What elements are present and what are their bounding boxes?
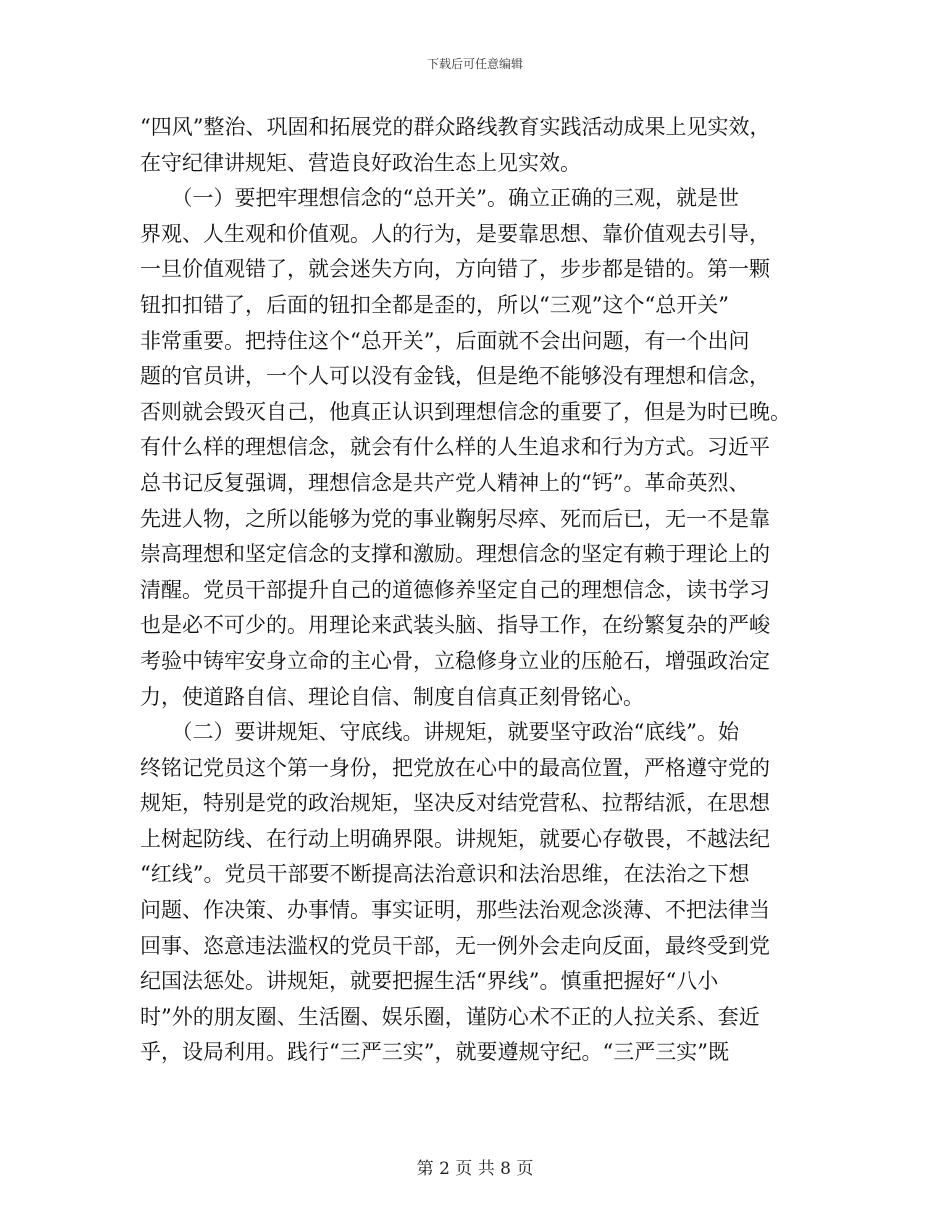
text-line: 回事、恣意违法滥权的党员干部，无一例外会走向反面，最终受到党 [140, 933, 770, 958]
text-line: 钮扣扣错了，后面的钮扣全都是歪的，所以“三观”这个“总开关” [140, 292, 729, 317]
text-line: 规矩，特别是党的政治规矩，坚决反对结党营私、拉帮结派，在思想 [140, 791, 770, 816]
text-line: 总书记反复强调，理想信念是共产党人精神上的“钙”。革命英烈、 [140, 470, 750, 495]
text-line: 非常重要。把持住这个“总开关”，后面就不会出问题，有一个出问 [140, 328, 750, 353]
page-number-footer: 第 2 页 共 8 页 [416, 1159, 534, 1179]
text-line: 力，使道路自信、理论自信、制度自信真正刻骨铭心。 [140, 684, 644, 709]
text-line: 有什么样的理想信念，就会有什么样的人生追求和行为方式。习近平 [140, 435, 770, 460]
text-line: 问题、作决策、办事情。事实证明，那些法治观念淡薄、不把法律当 [140, 898, 770, 923]
text-line: 崇高理想和坚定信念的支撑和激励。理想信念的坚定有赖于理论上的 [140, 542, 770, 567]
text-line: 先进人物，之所以能够为党的事业鞠躬尽瘁、死而后已，无一不是靠 [140, 506, 770, 531]
text-line: “红线”。党员干部要不断提高法治意识和法治思维，在法治之下想 [140, 862, 750, 887]
paragraph-start-line: （一）要把牢理想信念的“总开关”。确立正确的三观，就是世 [140, 186, 739, 211]
page-header: 下载后可任意编辑 [426, 57, 523, 71]
text-line: 纪国法惩处。讲规矩，就要把握生活“界线”。慎重把握好“八小 [140, 969, 719, 994]
text-line: 乎，设局利用。践行“三严三实”，就要遵规守纪。“三严三实”既 [140, 1040, 729, 1065]
text-line: “四风”整治、巩固和拓展党的群众路线教育实践活动成果上见实效， [140, 115, 771, 139]
text-line: 在守纪律讲规矩、营造良好政治生态上见实效。 [140, 150, 581, 175]
text-line: 否则就会毁灭自己，他真正认识到理想信念的重要了，但是为时已晚。 [140, 399, 791, 424]
text-line: 考验中铸牢安身立命的主心骨，立稳修身立业的压舱石，增强政治定 [140, 648, 770, 673]
text-line: 题的官员讲，一个人可以没有金钱，但是绝不能够没有理想和信念， [140, 364, 770, 389]
text-line: 时”外的朋友圈、生活圈、娱乐圈，谨防心术不正的人拉关系、套近 [140, 1004, 760, 1029]
paragraph-start-line: （二）要讲规矩、守底线。讲规矩，就要坚守政治“底线”。始 [140, 720, 739, 745]
text-line: 终铭记党员这个第一身份，把党放在心中的最高位置，严格遵守党的 [140, 755, 770, 780]
text-line: 界观、人生观和价值观。人的行为，是要靠思想、靠价值观去引导， [140, 221, 770, 246]
document-body [140, 110, 802, 1071]
text-line: 一旦价值观错了，就会迷失方向，方向错了，步步都是错的。第一颗 [140, 257, 770, 282]
text-line: 也是必不可少的。用理论来武装头脑、指导工作，在纷繁复杂的严峻 [140, 613, 770, 638]
text-line: 上树起防线、在行动上明确界限。讲规矩，就要心存敬畏，不越法纪 [140, 826, 770, 851]
text-line: 清醒。党员干部提升自己的道德修养坚定自己的理想信念，读书学习 [140, 577, 770, 602]
